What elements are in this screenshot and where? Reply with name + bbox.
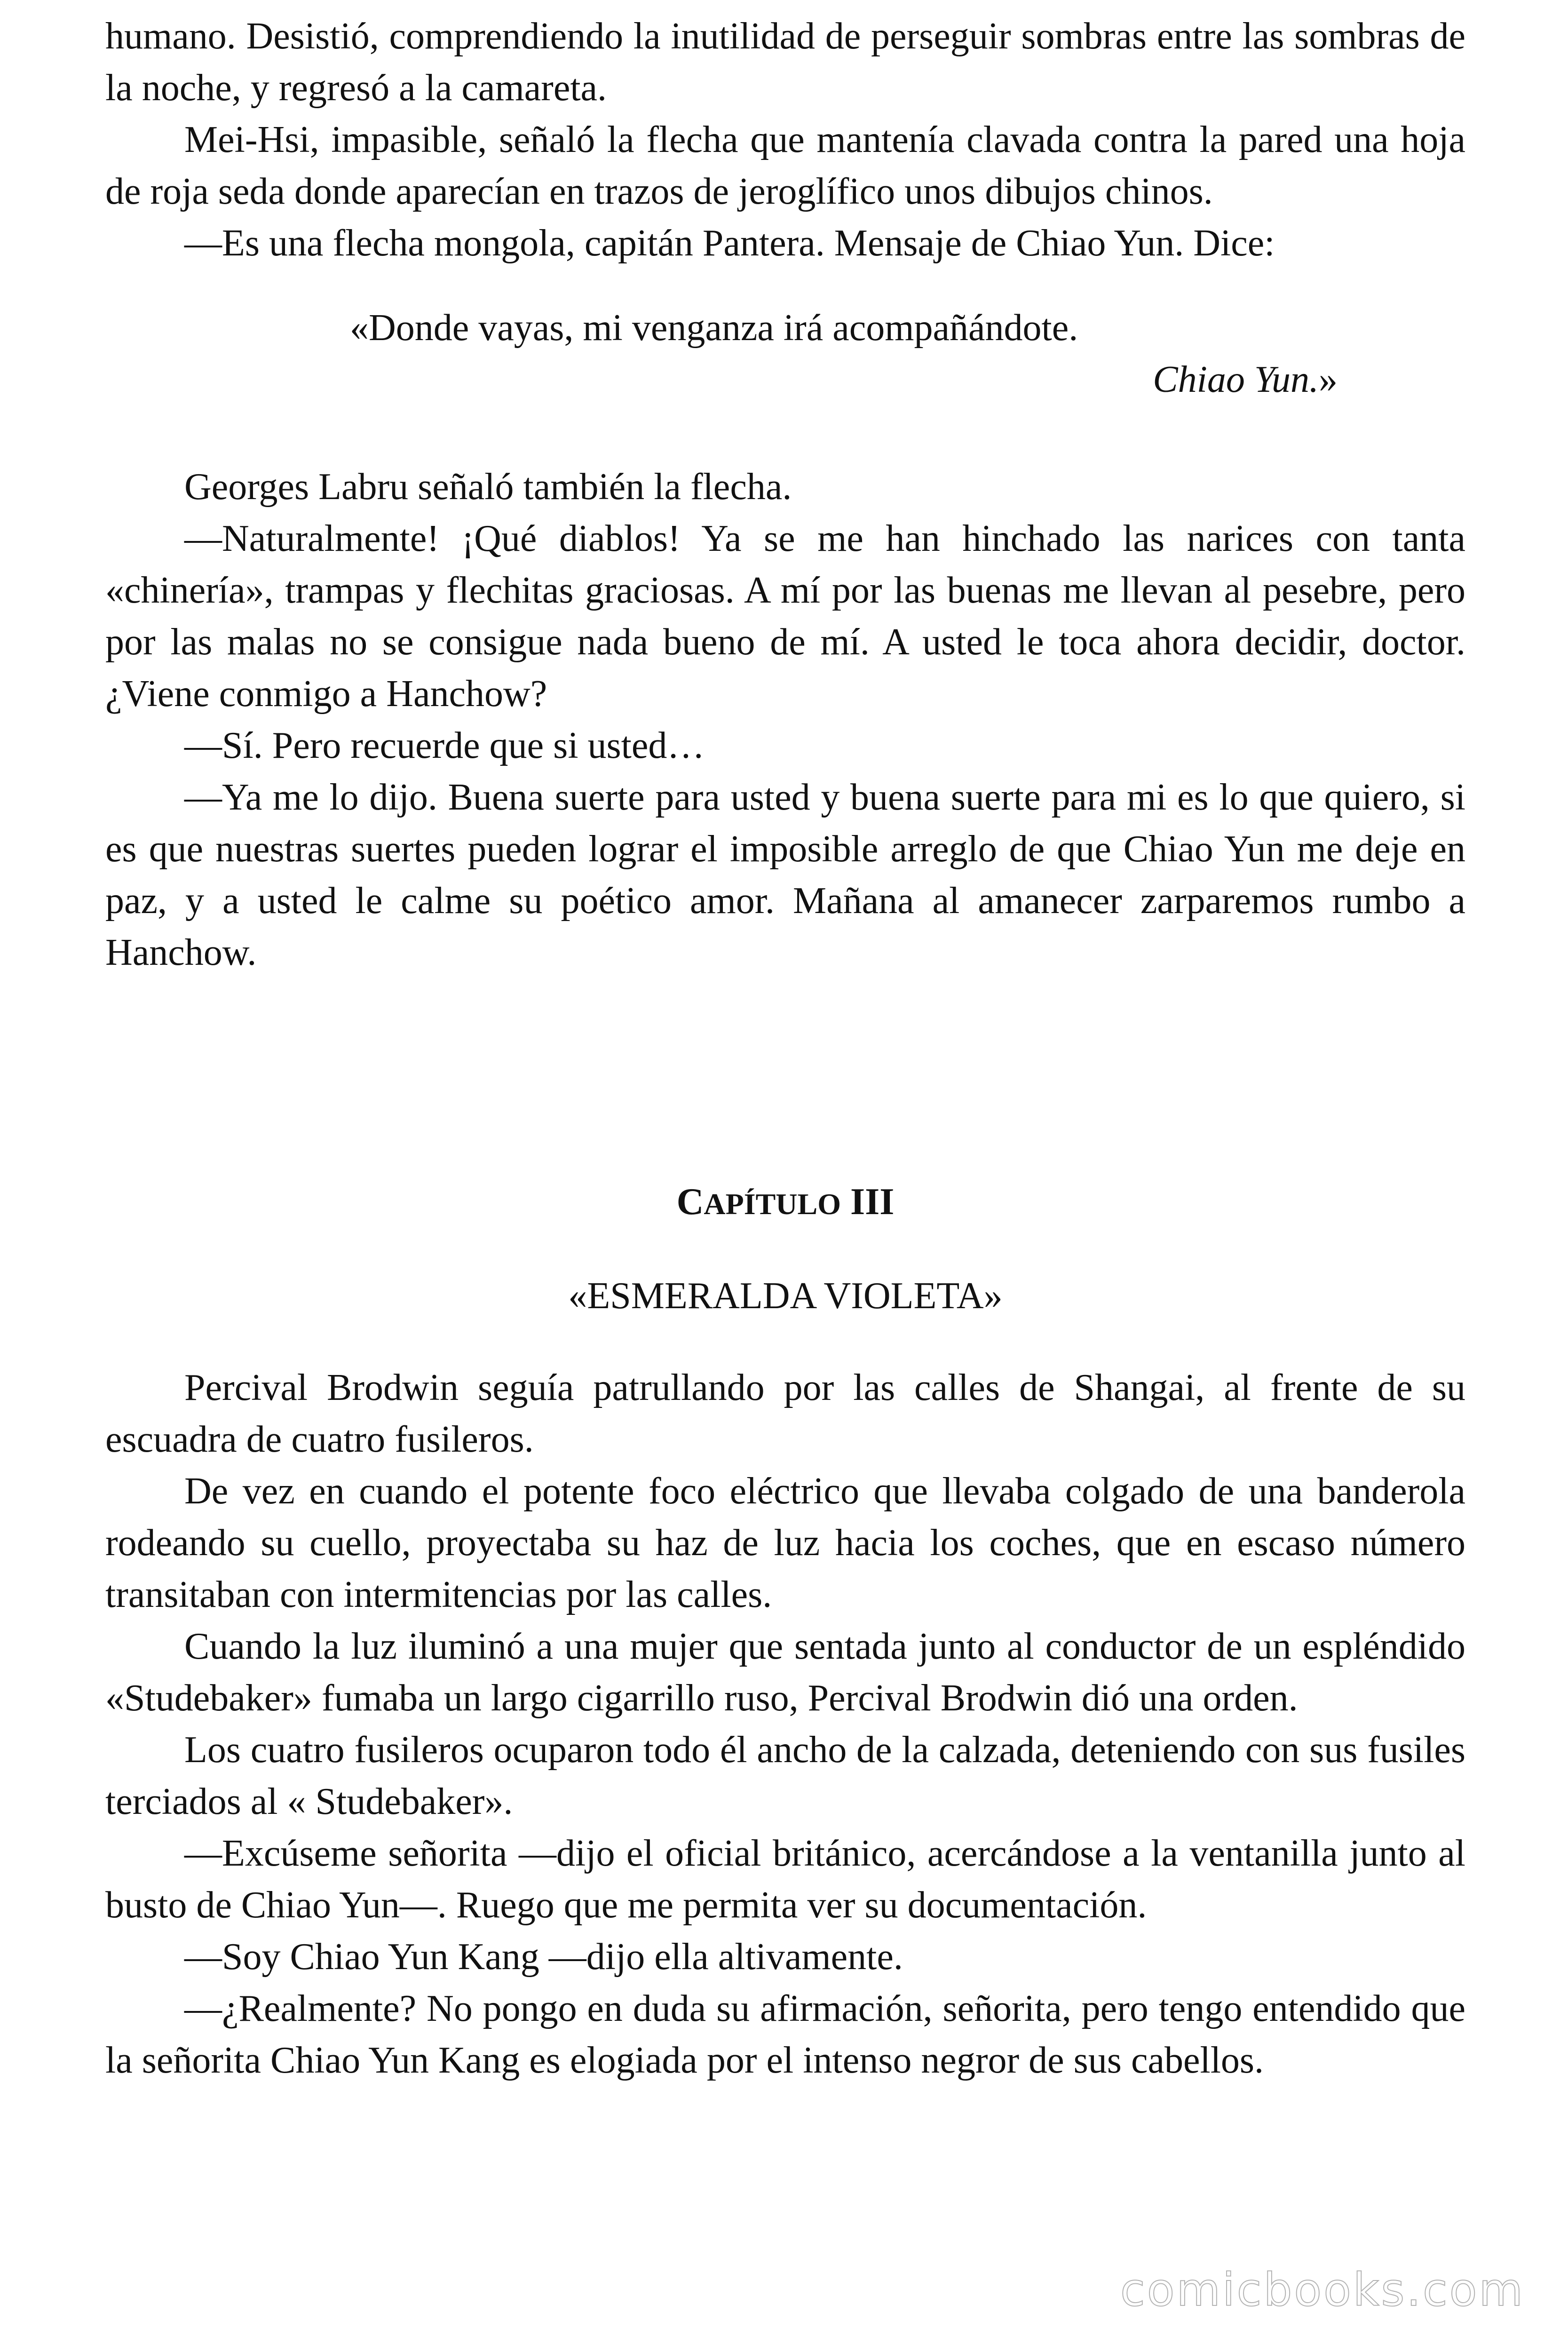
paragraph: De vez en cuando el potente foco eléctrico que llevaba colgado de una banderola rodeando su cuello, proyectaba su haz de luz hacia los coches, que en escaso número transitaban con intermitencias por las calles. — [105, 1470, 1465, 1615]
chapter-first-letter: C — [676, 1181, 704, 1223]
paragraph: —Naturalmente! ¡Qué diablos! Ya se me han hinchado las narices con tanta «chinería», trampas y flechitas graciosas. A mí por las buenas me llevan al pesebre, pero por las malas no se consigue nada bueno de mí. A usted le toca ahora decidir, doctor. ¿Viene conmigo a Hanchow? — [105, 518, 1465, 715]
quote-line: «Donde vayas, mi venganza irá acompañándote. — [350, 307, 1078, 349]
text-column — [105, 10, 1465, 2086]
quote-signature: Chiao Yun. — [1153, 359, 1319, 400]
site-watermark: comicbooks.com — [1120, 2264, 1525, 2316]
paragraph: Percival Brodwin seguía patrullando por las calles de Shangai, al frente de su escuadra de cuatro fusileros. — [105, 1367, 1465, 1460]
paragraph: —Excúseme señorita —dijo el oficial británico, acercándose a la ventanilla junto al busto de Chiao Yun—. Ruego que me permita ver su documentación. — [105, 1833, 1465, 1926]
paragraph: humano. Desistió, comprendiendo la inutilidad de perseguir sombras entre las sombras de la noche, y regresó a la camareta. — [105, 16, 1465, 109]
chapter-word-rest: APÍTULO — [704, 1187, 841, 1221]
paragraph: —Sí. Pero recuerde que si usted… — [184, 725, 705, 766]
paragraph: —Ya me lo dijo. Buena suerte para usted y buena suerte para mi es lo que quiero, si es que nuestras suertes pueden lograr el imposible arreglo de que Chiao Yun me deje en paz, y a usted le calme su poético amor. Mañana al amanecer zarparemos rumbo a Hanchow. — [105, 777, 1465, 973]
paragraph: Los cuatro fusileros ocuparon todo él ancho de la calzada, deteniendo con sus fusiles terciados al « Studebaker». — [105, 1729, 1465, 1822]
paragraph: —Soy Chiao Yun Kang —dijo ella altivamente. — [184, 1936, 903, 1978]
chapter-title: «ESMERALDA VIOLETA» — [568, 1275, 1003, 1317]
quote-closing-mark: » — [1319, 359, 1338, 400]
paragraph: Georges Labru señaló también la flecha. — [184, 466, 792, 508]
paragraph: —¿Realmente? No pongo en duda su afirmación, señorita, pero tengo entendido que la señorita Chiao Yun Kang es elogiada por el intenso negror de sus cabellos. — [105, 1988, 1465, 2081]
chapter-heading — [105, 1176, 1465, 1230]
paragraph: —Es una flecha mongola, capitán Pantera. Mensaje de Chiao Yun. Dice: — [184, 222, 1275, 264]
chapter-number: III — [850, 1181, 895, 1223]
paragraph: Mei-Hsi, impasible, señaló la flecha que mantenía clavada contra la pared una hoja de roja seda donde aparecían en trazos de jeroglífico unos dibujos chinos. — [105, 119, 1465, 212]
paragraph: Cuando la luz iluminó a una mujer que sentada junto al conductor de un espléndido «Studebaker» fumaba un largo cigarrillo ruso, Percival Brodwin dió una orden. — [105, 1626, 1465, 1719]
quote-signature-line — [105, 354, 1465, 405]
quoted-message — [105, 302, 1465, 405]
